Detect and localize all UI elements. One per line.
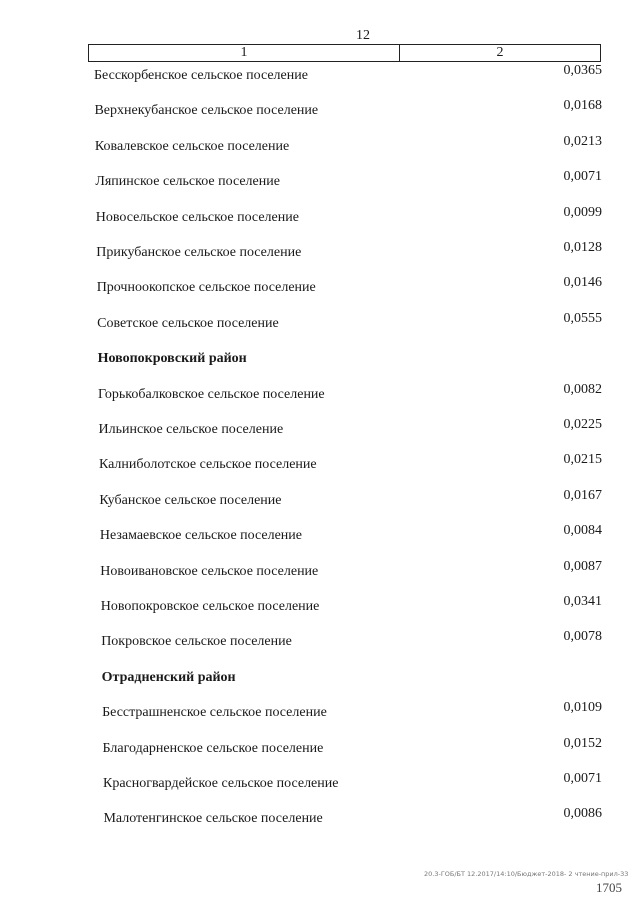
table-row [0, 452, 640, 485]
table-row [0, 735, 640, 769]
table-row [0, 629, 640, 662]
settlement-name: Покровское сельское поселение [101, 634, 292, 650]
page-number: 12 [356, 28, 370, 43]
district-heading-row [0, 349, 640, 379]
table-row [0, 558, 640, 592]
column-header-1: 1 [89, 45, 400, 61]
coefficient-value: 0,0146 [563, 275, 602, 291]
coefficient-value: 0,0128 [563, 240, 602, 255]
table-row [0, 523, 640, 556]
settlement-name: Бесскорбенское сельское поселение [94, 68, 308, 83]
settlement-name: Ковалевское сельское поселение [94, 138, 290, 154]
table-row [0, 310, 640, 344]
footer-stamp: 20.3-ГОБ/БТ 12.2017/14:10/Бюджет-2018- 2 чтение-прил-33 [424, 870, 629, 878]
district-name: Отрадненский район [101, 669, 236, 685]
coefficient-value: 0,0152 [563, 735, 602, 751]
coefficient-value: 0,0082 [563, 381, 602, 397]
coefficient-value: 0,0109 [563, 700, 602, 716]
table-row [0, 806, 640, 839]
table-row [0, 133, 640, 167]
coefficient-value: 0,0555 [563, 310, 602, 326]
table-row [0, 169, 640, 202]
coefficient-value: 0,0168 [563, 98, 602, 114]
settlement-name: Верхнекубанское сельское поселение [94, 103, 319, 119]
table-row [0, 240, 640, 273]
settlement-name: Ильинское сельское поселение [98, 422, 284, 437]
coefficient-value: 0,0071 [563, 169, 602, 185]
district-name: Новопокровский район [97, 351, 247, 367]
settlement-name: Незамаевское сельское поселение [99, 528, 302, 544]
coefficient-value: 0,0086 [563, 806, 602, 822]
table-row [0, 204, 640, 238]
settlement-name: Благодарненское сельское поселение [102, 740, 324, 756]
coefficient-value: 0,0365 [563, 63, 602, 78]
coefficient-value: 0,0213 [563, 133, 602, 149]
column-header-2: 2 [496, 45, 504, 60]
settlement-name: Калниболотское сельское поселение [98, 457, 317, 473]
coefficient-value: 0,0078 [563, 629, 602, 645]
table-row [0, 771, 640, 804]
sheet-number: 1705 [596, 880, 622, 895]
district-heading-row [0, 668, 640, 698]
coefficient-value: 0,0215 [563, 452, 602, 468]
settlement-name: Новопокровское сельское поселение [100, 599, 320, 614]
coefficient-value: 0,0225 [563, 417, 602, 432]
settlement-name: Горькобалковское сельское поселение [98, 386, 325, 402]
coefficient-value: 0,0071 [563, 771, 602, 786]
settlement-name: Новоивановское сельское поселение [100, 563, 319, 579]
coefficient-value: 0,0167 [563, 487, 602, 503]
table-row [0, 487, 640, 521]
table-row [0, 275, 640, 308]
table-row [0, 98, 640, 131]
settlement-name: Новосельское сельское поселение [95, 209, 299, 225]
table-row [0, 700, 640, 733]
coefficient-value: 0,0084 [563, 523, 602, 539]
settlement-name: Малотенгинское сельское поселение [103, 811, 323, 827]
settlement-name: Ляпинское сельское поселение [95, 174, 280, 190]
coefficient-value: 0,0341 [563, 594, 602, 609]
table-row [0, 417, 640, 450]
settlement-name: Красногвардейское сельское поселение [103, 776, 339, 791]
table-row [0, 381, 640, 415]
coefficient-value: 0,0087 [563, 558, 602, 574]
coefficient-value: 0,0099 [563, 204, 602, 220]
settlement-name: Кубанское сельское поселение [99, 492, 282, 508]
settlement-name: Прочноокопское сельское поселение [96, 280, 316, 296]
settlement-name: Прикубанское сельское поселение [96, 245, 302, 260]
table-row [0, 63, 640, 96]
settlement-name: Бесстрашненское сельское поселение [102, 705, 327, 721]
settlement-name: Советское сельское поселение [97, 315, 279, 331]
table-row [0, 594, 640, 627]
